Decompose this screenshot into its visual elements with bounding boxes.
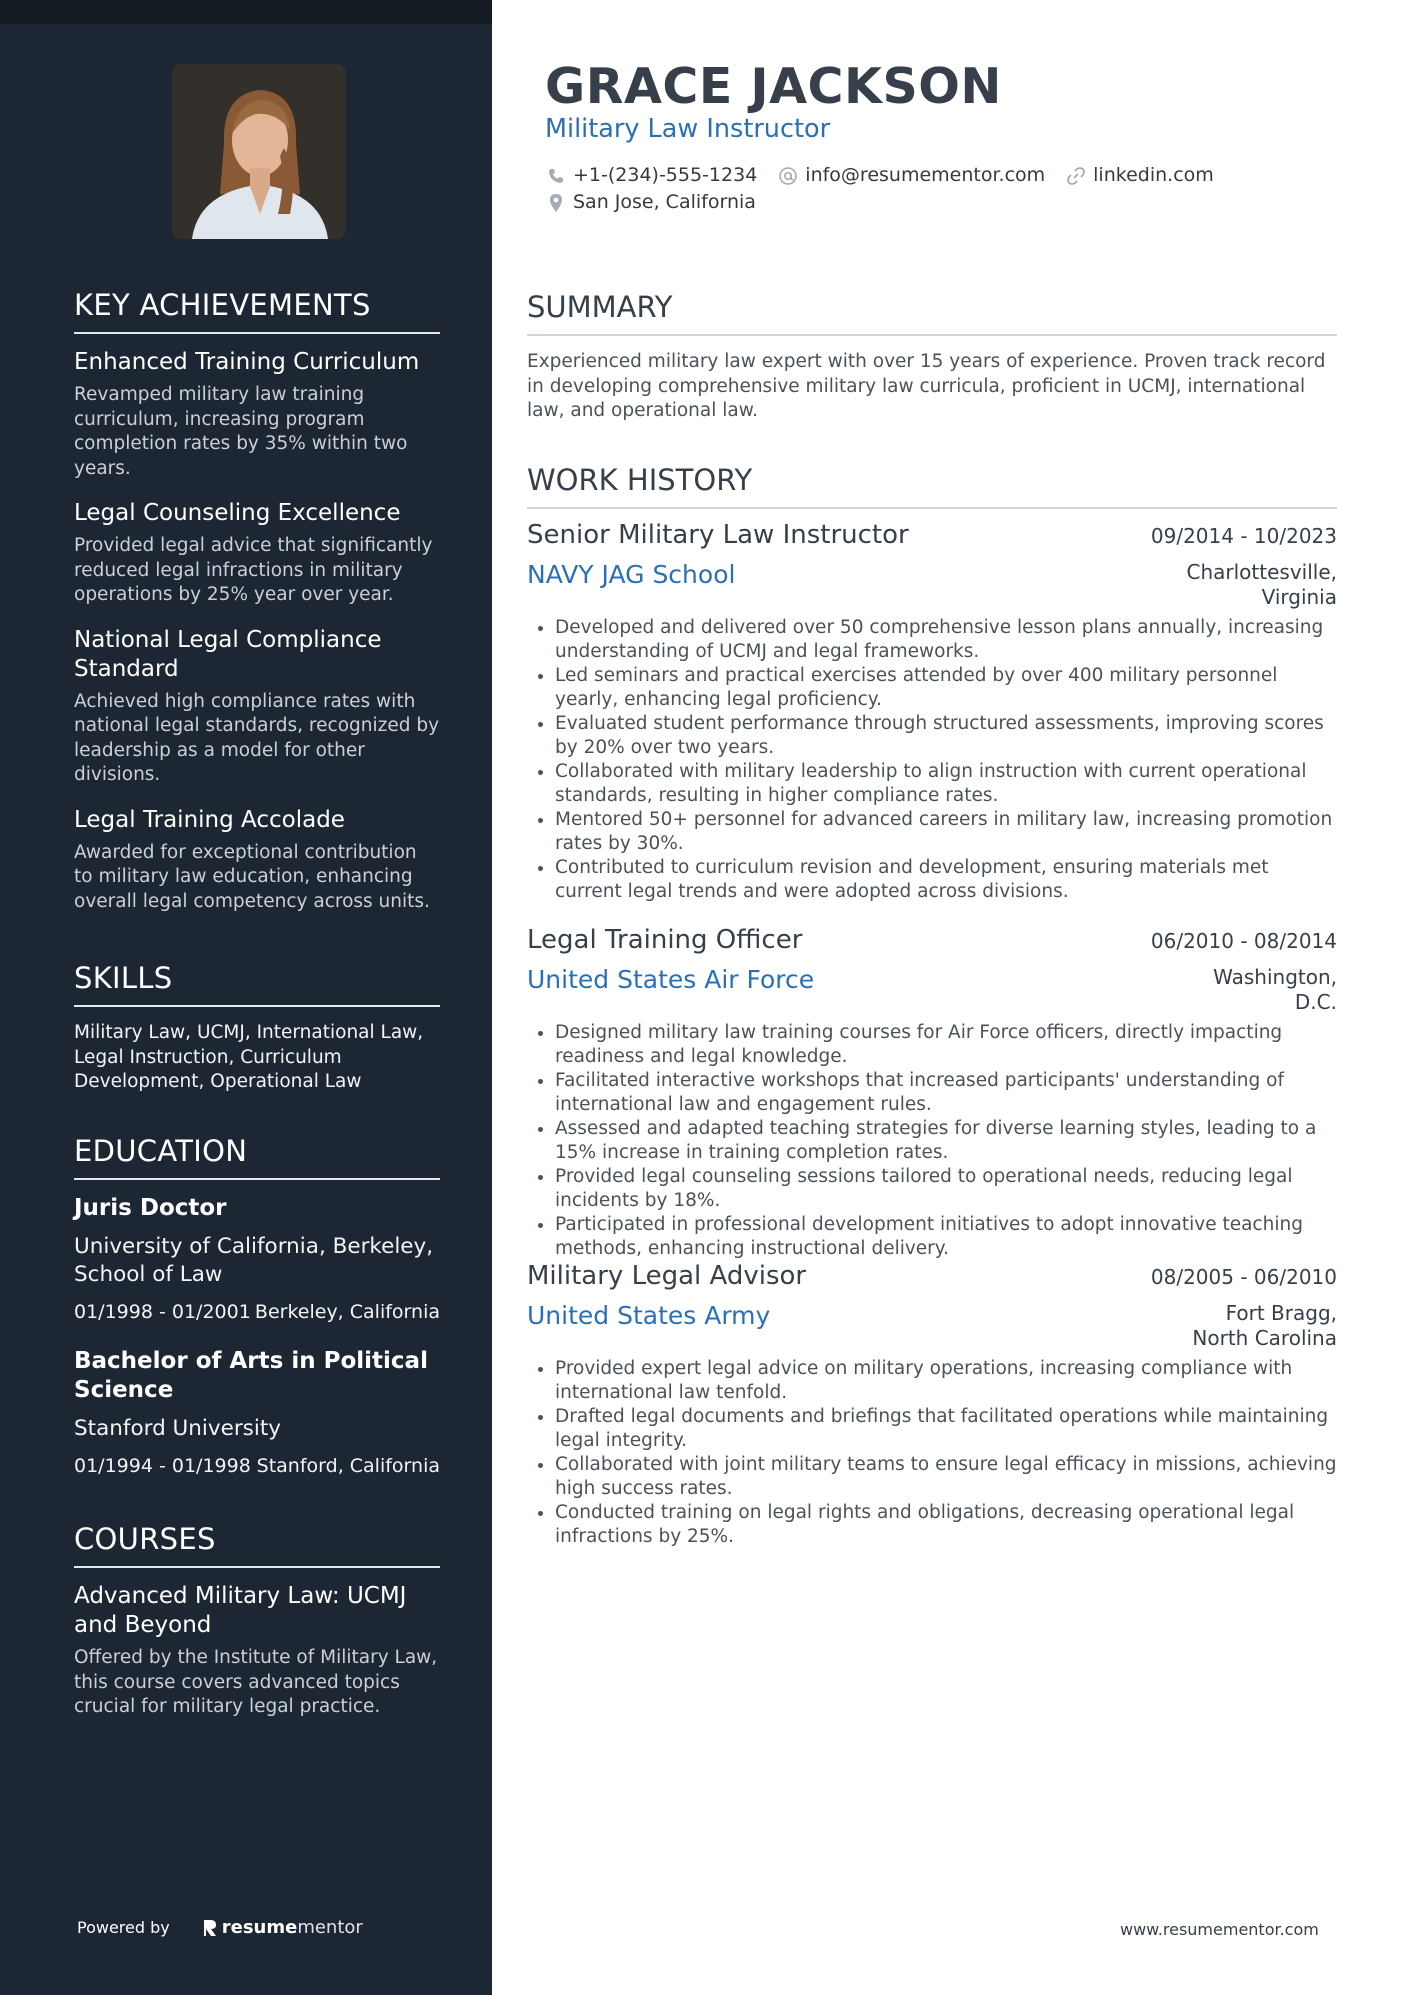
job-dates: 06/2010 - 08/2014 bbox=[1150, 929, 1337, 953]
job-bullet: • Collaborated with military leadership to align instruction with current operational standards, resulting in higher compliance rates. bbox=[555, 760, 1337, 808]
education-degree: Bachelor of Arts in Political Science bbox=[74, 1348, 428, 1403]
education-school: University of California, Berkeley, School of Law bbox=[74, 1234, 434, 1287]
achievement-desc: Revamped military law training curriculum, increasing program completion rates by 35% within two years. bbox=[74, 384, 408, 479]
job-bullet: • Drafted legal documents and briefings that facilitated operations while maintaining legal integrity. bbox=[555, 1405, 1337, 1453]
brand-logo-icon bbox=[202, 1918, 218, 1938]
candidate-name: GRACE JACKSON bbox=[545, 58, 1002, 115]
courses-section bbox=[74, 1522, 440, 1720]
job-location: Charlottesville, Virginia bbox=[1186, 560, 1337, 609]
job-title: Senior Military Law Instructor bbox=[527, 520, 909, 550]
achievement-item bbox=[74, 626, 440, 788]
job-bullet: • Contributed to curriculum revision and development, ensuring materials met current legal trends and were adopted across divisions. bbox=[555, 856, 1337, 904]
achievement-title: Enhanced Training Curriculum bbox=[74, 349, 420, 375]
contact-linkedin[interactable] bbox=[1065, 162, 1214, 189]
job-bullets bbox=[527, 1357, 1337, 1549]
at-icon bbox=[777, 165, 799, 187]
education-meta bbox=[74, 1453, 440, 1479]
job-bullet: • Evaluated student performance through structured assessments, improving scores by 20% over two years. bbox=[555, 712, 1337, 760]
job-location: Washington, D.C. bbox=[1213, 965, 1337, 1014]
location-pin-icon bbox=[545, 192, 567, 214]
education-section bbox=[74, 1134, 440, 1501]
job-bullet: • Facilitated interactive workshops that increased participants' understanding of international law and engagement rules. bbox=[555, 1069, 1337, 1117]
contact-phone[interactable] bbox=[545, 162, 757, 189]
job-bullet: • Led seminars and practical exercises attended by over 400 military personnel yearly, enhancing legal proficiency. bbox=[555, 664, 1337, 712]
achievement-title: Legal Training Accolade bbox=[74, 806, 345, 833]
phone-icon bbox=[545, 165, 567, 187]
work-history-title: WORK HISTORY bbox=[527, 463, 1337, 509]
job-company: NAVY JAG School bbox=[527, 560, 736, 589]
job-dates: 09/2014 - 10/2023 bbox=[1150, 524, 1337, 548]
job-company: United States Army bbox=[527, 1301, 771, 1330]
job-bullet: • Provided expert legal advice on military operations, increasing compliance with international law tenfold. bbox=[555, 1357, 1337, 1405]
achievement-desc: Achieved high compliance rates with national legal standards, recognized by leadership as a model for other divisions. bbox=[74, 690, 440, 785]
job-bullet: • Conducted training on legal rights and obligations, decreasing operational legal infractions by 25%. bbox=[555, 1501, 1337, 1549]
summary-title: SUMMARY bbox=[527, 290, 1337, 336]
job-location: Fort Bragg, North Carolina bbox=[1192, 1301, 1337, 1350]
location-text: San Jose, California bbox=[573, 191, 756, 213]
education-meta bbox=[74, 1299, 440, 1325]
education-item bbox=[74, 1347, 440, 1479]
job-title: Legal Training Officer bbox=[527, 925, 803, 955]
brand-name-bold: resume bbox=[221, 1917, 298, 1938]
achievements-title: KEY ACHIEVEMENTS bbox=[74, 288, 440, 334]
job-company: United States Air Force bbox=[527, 965, 815, 994]
job-bullets bbox=[527, 616, 1337, 904]
education-place: Berkeley, California bbox=[254, 1301, 440, 1323]
linkedin-text: linkedin.com bbox=[1093, 164, 1214, 186]
email-text: info@resumementor.com bbox=[805, 164, 1046, 186]
achievement-item bbox=[74, 806, 440, 915]
brand-logo[interactable] bbox=[202, 1917, 363, 1938]
profile-photo bbox=[172, 64, 346, 239]
achievement-item bbox=[74, 499, 440, 608]
contact-location bbox=[545, 189, 756, 216]
job-bullet: • Participated in professional development initiatives to adopt innovative teaching methods, enhancing instructional delivery. bbox=[555, 1213, 1337, 1261]
achievement-title: National Legal Compliance Standard bbox=[74, 626, 382, 682]
job-bullet: • Collaborated with joint military teams to ensure legal efficacy in missions, achieving high success rates. bbox=[555, 1453, 1337, 1501]
job-bullet: • Assessed and adapted teaching strategies for diverse learning styles, leading to a 15% increase in training completion rates. bbox=[555, 1117, 1337, 1165]
course-desc: Offered by the Institute of Military Law, this course covers advanced topics crucial for military legal practice. bbox=[74, 1647, 438, 1717]
summary-text: Experienced military law expert with over 15 years of experience. Proven track record in developing comprehensive military law curricula, proficient in UCMJ, international law, and operational law. bbox=[527, 351, 1326, 421]
job-bullet: • Mentored 50+ personnel for advanced careers in military law, increasing promotion rates by 30%. bbox=[555, 808, 1337, 856]
candidate-role: Military Law Instructor bbox=[545, 114, 831, 144]
education-school: Stanford University bbox=[74, 1416, 282, 1441]
skills-list: Military Law, UCMJ, International Law, Legal Instruction, Curriculum Development, Operational Law bbox=[74, 1022, 424, 1092]
course-item bbox=[74, 1582, 440, 1720]
achievement-title: Legal Counseling Excellence bbox=[74, 500, 401, 526]
job-entry bbox=[527, 1261, 1337, 1549]
achievement-desc: Provided legal advice that significantly reduced legal infractions in military operations by 25% year over year. bbox=[74, 535, 433, 605]
link-icon bbox=[1065, 165, 1087, 187]
skills-title: SKILLS bbox=[74, 961, 440, 1007]
powered-by-label: Powered by bbox=[77, 1918, 170, 1937]
achievement-item bbox=[74, 348, 440, 481]
achievement-desc: Awarded for exceptional contribution to military law education, enhancing overall legal competency across units. bbox=[74, 841, 430, 912]
education-place: Stanford, California bbox=[256, 1455, 440, 1477]
course-title: Advanced Military Law: UCMJ and Beyond bbox=[74, 1583, 407, 1638]
education-dates: 01/1998 - 01/2001 bbox=[74, 1301, 251, 1323]
job-bullet: • Provided legal counseling sessions tailored to operational needs, reducing legal incidents by 18%. bbox=[555, 1165, 1337, 1213]
job-dates: 08/2005 - 06/2010 bbox=[1150, 1265, 1337, 1289]
education-dates: 01/1994 - 01/1998 bbox=[74, 1455, 251, 1477]
contact-info bbox=[545, 162, 1234, 216]
powered-by bbox=[77, 1917, 363, 1938]
job-bullet: • Developed and delivered over 50 comprehensive lesson plans annually, increasing understanding of UCMJ and legal frameworks. bbox=[555, 616, 1337, 664]
job-title: Military Legal Advisor bbox=[527, 1261, 807, 1291]
phone-text: +1-(234)-555-1234 bbox=[573, 164, 758, 186]
sidebar bbox=[0, 0, 492, 1995]
footer-url[interactable]: www.resumementor.com bbox=[1120, 1920, 1319, 1939]
job-entry bbox=[527, 520, 1337, 904]
education-item bbox=[74, 1194, 440, 1325]
job-entry bbox=[527, 925, 1337, 1261]
job-bullets bbox=[527, 1021, 1337, 1261]
education-title: EDUCATION bbox=[74, 1134, 440, 1180]
contact-email[interactable] bbox=[777, 162, 1045, 189]
brand-name-light: mentor bbox=[297, 1917, 363, 1938]
sidebar-top-band bbox=[0, 0, 492, 24]
education-degree: Juris Doctor bbox=[74, 1195, 227, 1221]
achievements-section bbox=[74, 288, 440, 932]
courses-title: COURSES bbox=[74, 1522, 440, 1568]
profile-photo-image bbox=[172, 64, 346, 239]
job-bullet: • Designed military law training courses for Air Force officers, directly impacting readiness and legal knowledge. bbox=[555, 1021, 1337, 1069]
skills-section bbox=[74, 961, 440, 1095]
